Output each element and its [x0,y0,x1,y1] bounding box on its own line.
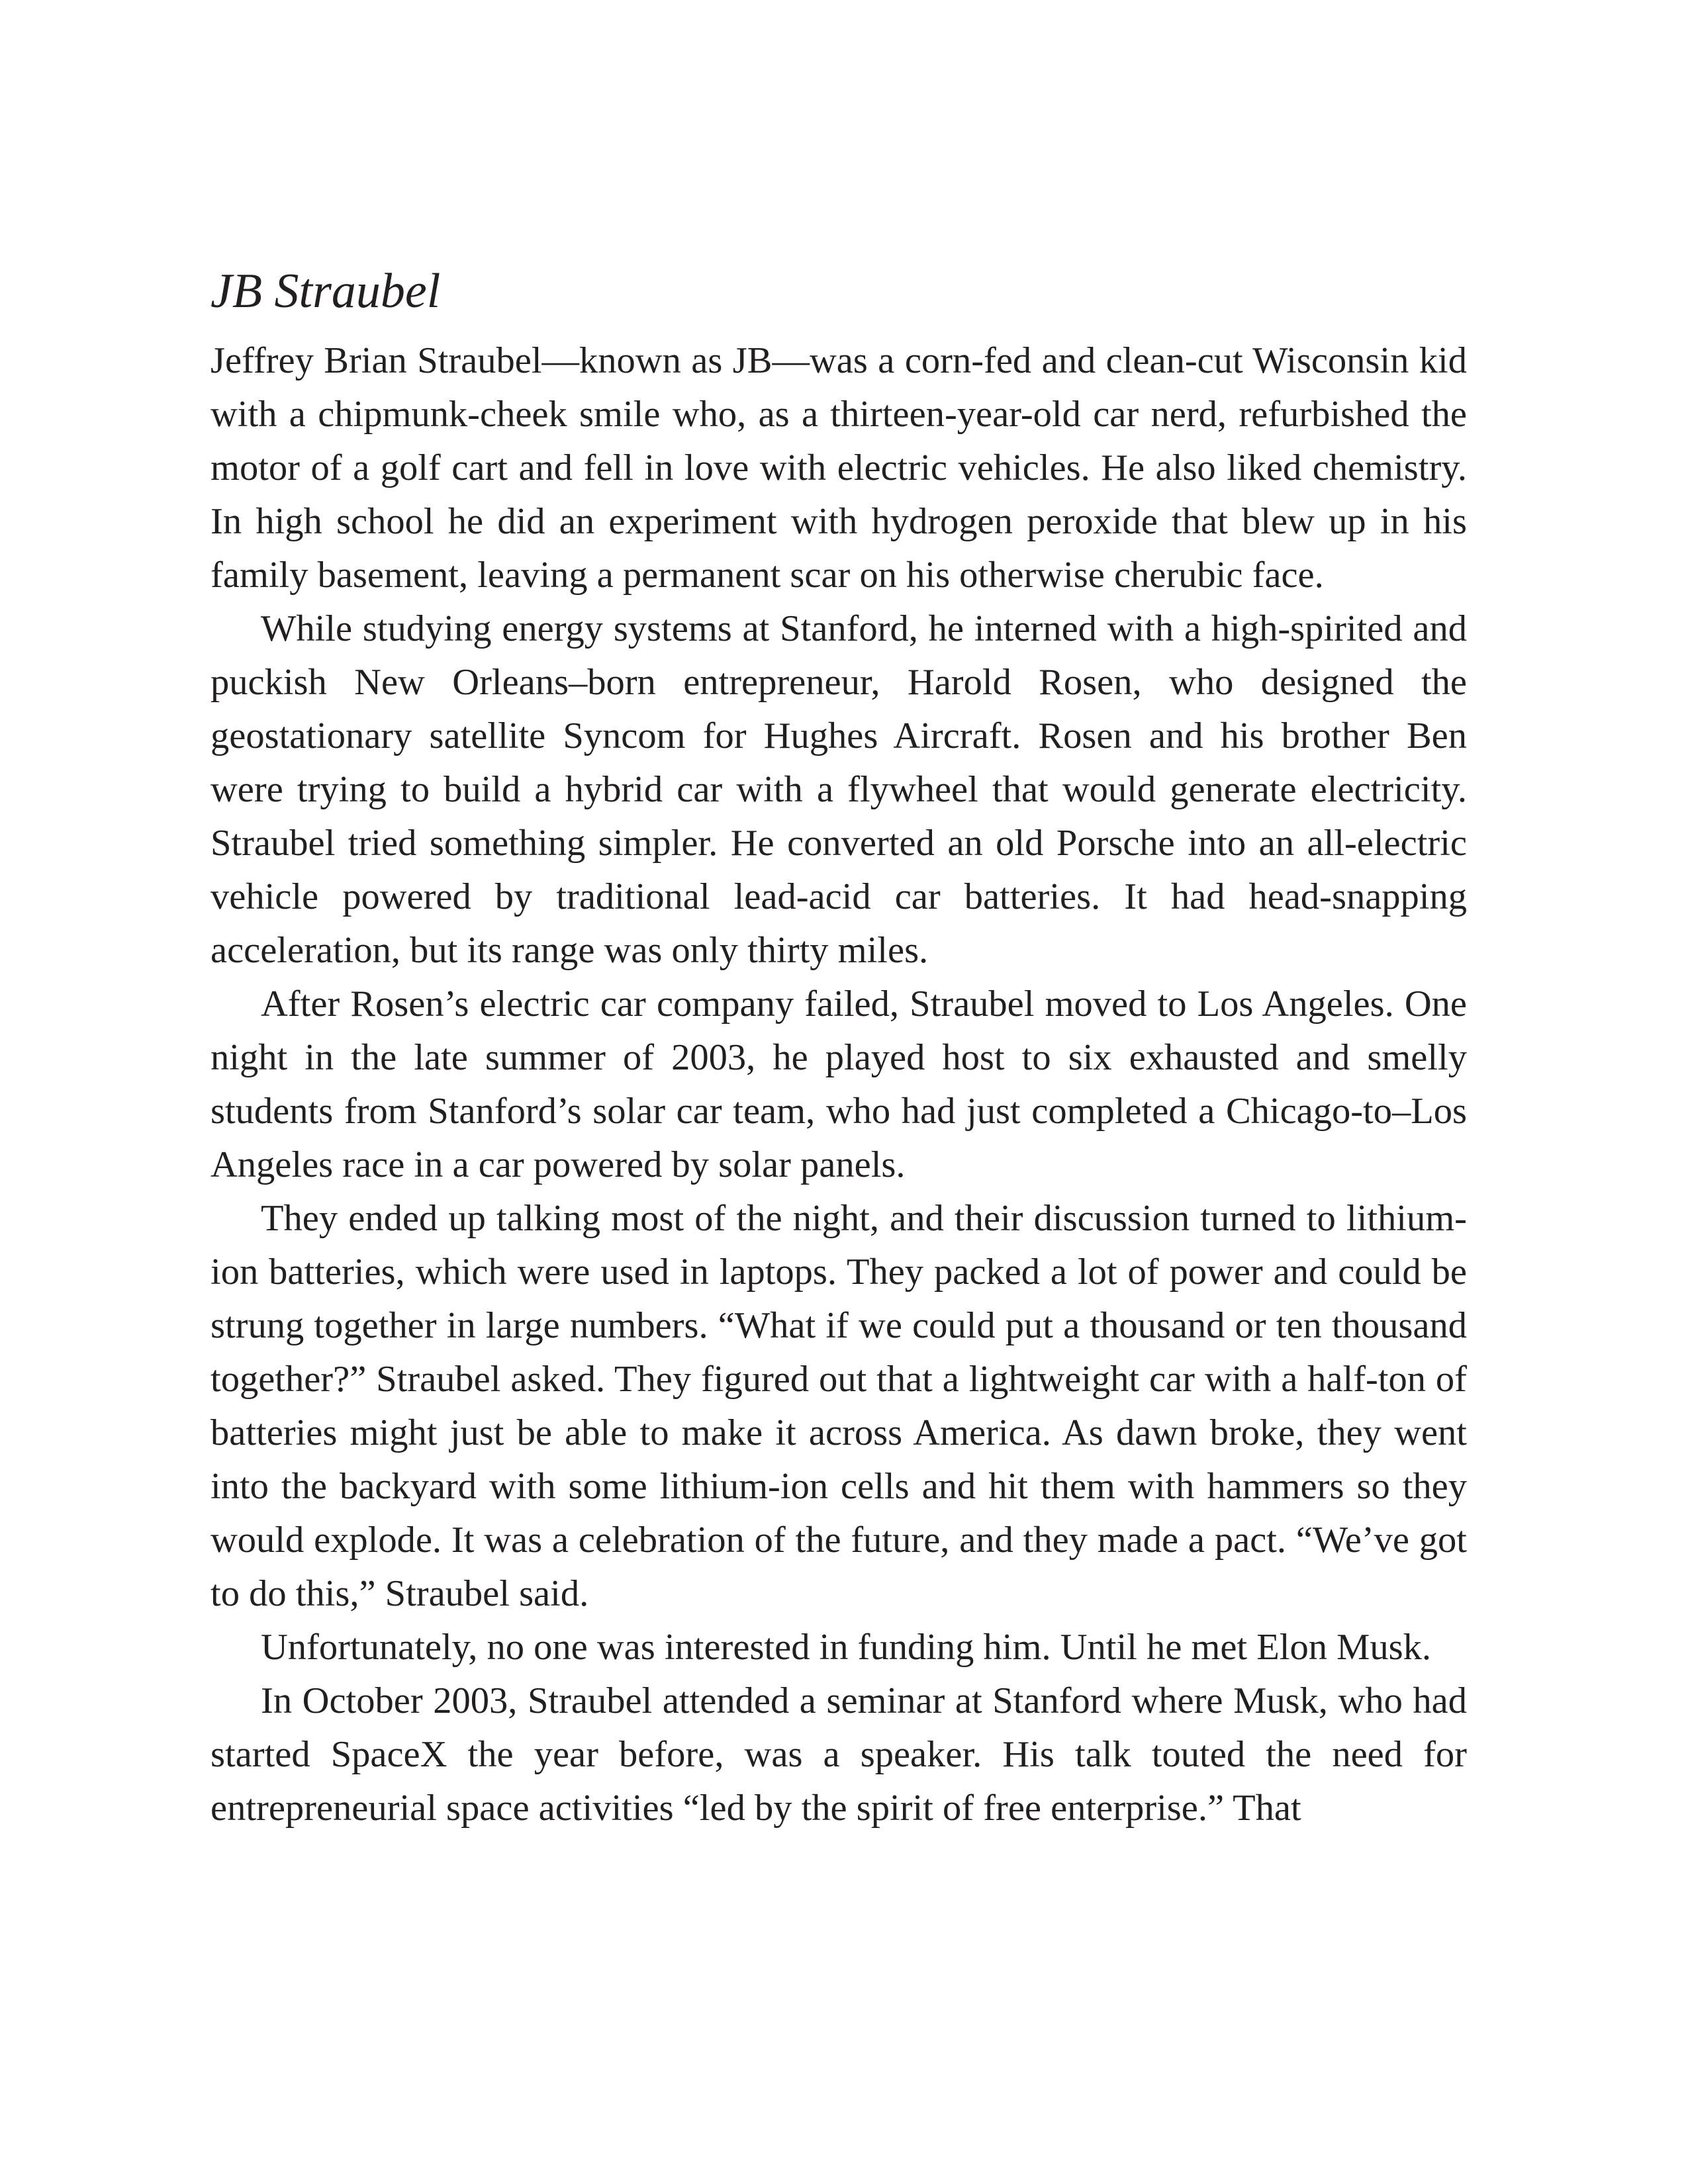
paragraph-6: In October 2003, Straubel attended a seminar at Stanford where Musk, who had started SpaceX the year before, was a speaker. His talk touted the need for entrepreneurial space activities “led by the spirit of free enterprise.” That [211,1680,1467,1829]
paragraph-4: They ended up talking most of the night, and their discussion turned to lithium-ion batteries, which were used in laptops. They packed a lot of power and could be strung together in large numbers. “What if we could put a thousand or ten thousand together?” Straubel asked. They figured out that a lightweight car with a half-ton of batteries might just be able to make it across America. As dawn broke, they went into the backyard with some lithium-ion cells and hit them with hammers so they would explode. It was a celebration of the future, and they made a pact. “We’ve got to do this,” Straubel said. [211,1198,1467,1614]
book-page [211,261,1467,1835]
paragraph-5: Unfortunately, no one was interested in funding him. Until he met Elon Musk. [261,1627,1431,1668]
paragraph-2: While studying energy systems at Stanford, he interned with a high-spirited and puckish New Orleans–born entrepreneur, Harold Rosen, who designed the geostationary satellite Syncom for Hughes Aircraft. Rosen and his brother Ben were trying to build a hybrid car with a flywheel that would generate electricity. Straubel tried something simpler. He converted an old Porsche into an all-electric vehicle powered by traditional lead-acid car batteries. It had head-snapping acceleration, but its range was only thirty miles. [211,608,1467,971]
paragraph-1: Jeffrey Brian Straubel—known as JB—was a corn-fed and clean-cut Wisconsin kid with a chipmunk-cheek smile who, as a thirteen-year-old car nerd, refurbished the motor of a golf cart and fell in love with electric vehicles. He also liked chemistry. In high school he did an experiment with hydrogen peroxide that blew up in his family basement, leaving a permanent scar on his otherwise cherubic face. [211,340,1467,596]
paragraph-3: After Rosen’s electric car company failed, Straubel moved to Los Angeles. One night in the late summer of 2003, he played host to six exhausted and smelly students from Stanford’s solar car team, who had just completed a Chicago-to–Los Angeles race in a car powered by solar panels. [211,983,1467,1185]
section-heading: JB Straubel [211,264,441,318]
